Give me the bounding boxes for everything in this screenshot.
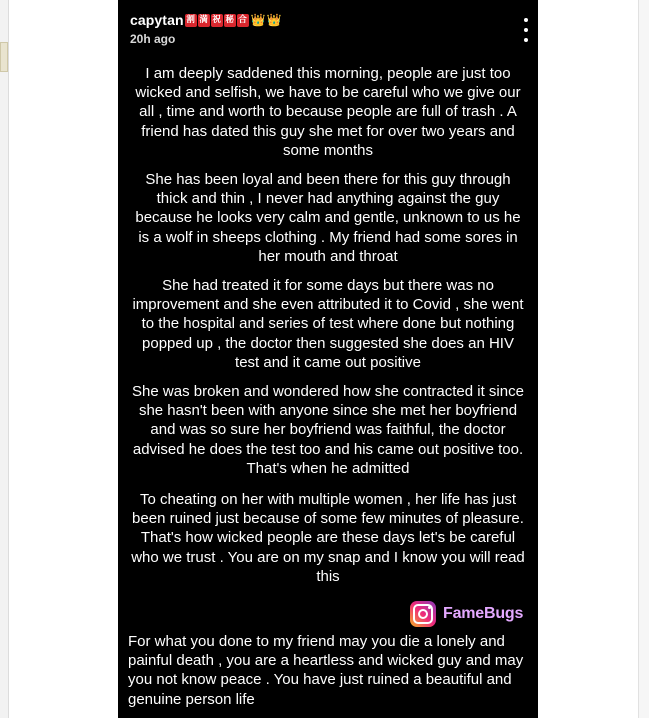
story-panel <box>118 0 538 718</box>
crown-icon: 👑 <box>250 13 266 27</box>
sticker-icon: 満 <box>199 14 208 25</box>
instagram-icon <box>410 601 436 627</box>
sticker-icon: 合 <box>238 14 247 25</box>
watermark-text: FameBugs <box>443 605 524 622</box>
right-page-edge <box>638 0 649 718</box>
story-paragraph: She was broken and wondered how she contracted it since she hasn't been with anyone since she met her boyfriend and was so sure her boyfriend was faithful, the doctor advised he does the test too and his came out positive too. That's when he admitted <box>132 383 524 477</box>
story-paragraph: She has been loyal and been there for this guy through thick and thin , I never had anything against the guy because he looks very calm and gentle, unknown to us he is a wolf in sheeps clothing . My friend had some sores in her mouth and throat <box>135 171 521 265</box>
menu-dot <box>524 28 528 32</box>
menu-dot <box>524 38 528 42</box>
story-paragraph: For what you done to my friend may you die a lonely and painful death , you are a heartless and wicked guy and may you not know peace . You have just ruined a beautiful and genuine person life <box>128 633 524 708</box>
sticker-icon: 秘 <box>225 14 234 25</box>
story-paragraph: I am deeply saddened this morning, people are just too wicked and selfish, we have to be careful who we give our all , time and worth to because people are full of trash . A friend has dated this guy she met for over two years and some months <box>135 65 521 159</box>
timestamp: 20h ago <box>130 32 176 46</box>
left-page-edge <box>0 0 9 718</box>
crown-icon: 👑 <box>266 13 282 27</box>
sticker-icon: 割 <box>186 14 195 25</box>
left-edge-tab <box>0 42 8 72</box>
watermark <box>410 601 523 627</box>
instagram-lens <box>418 609 428 619</box>
instagram-dot <box>428 606 431 609</box>
story-text <box>128 64 528 586</box>
story-header <box>130 10 526 50</box>
story-paragraph: To cheating on her with multiple women , her life has just been ruined just because of some few minutes of pleasure. That's how wicked people are these days let's be careful who we trust . You are on my snap and I know you will read this <box>131 491 525 585</box>
menu-dot <box>524 18 528 22</box>
user-row <box>130 10 526 30</box>
story-paragraph: She had treated it for some days but there was no improvement and she even attributed it to Covid , she went to the hospital and series of test where done but nothing popped up , the doctor then suggested she does an HIV test and it came out positive <box>132 277 524 371</box>
name-stickers <box>185 14 282 27</box>
username[interactable]: capytan <box>130 12 184 28</box>
sticker-icon: 祝 <box>212 14 221 25</box>
more-vertical-icon[interactable] <box>520 18 532 42</box>
